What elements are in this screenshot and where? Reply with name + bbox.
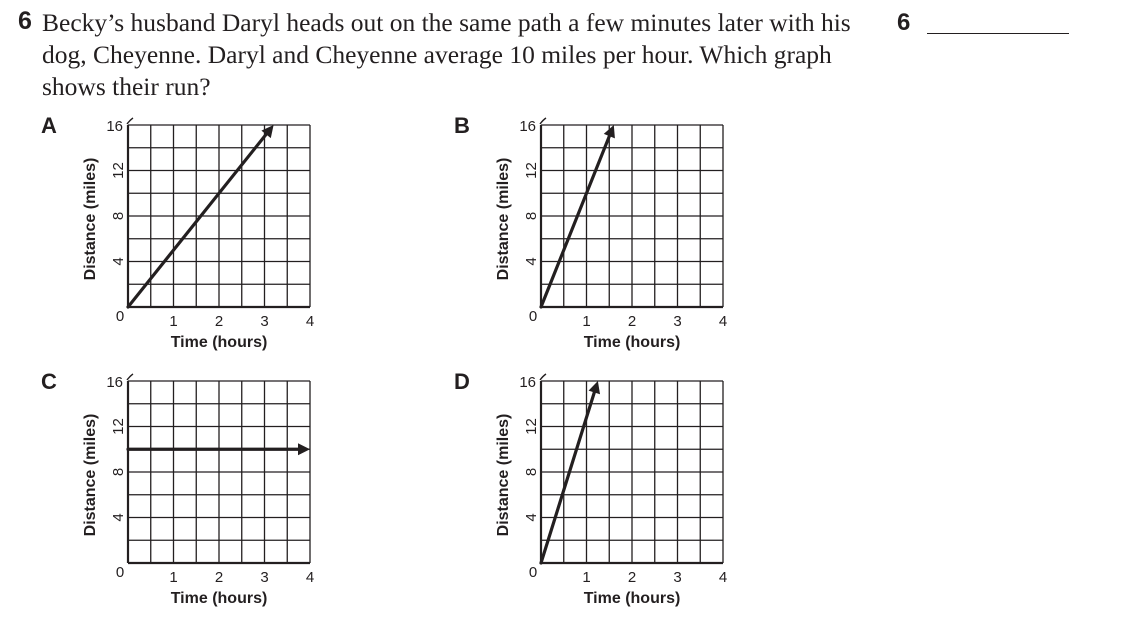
y-tick-label: 8 (523, 467, 540, 477)
x-tick-label: 3 (673, 313, 682, 330)
x-tick-label: 1 (582, 569, 591, 586)
y-tick-label: 16 (519, 374, 536, 391)
x-axis-label: Time (hours) (583, 334, 681, 351)
graph-b (454, 113, 727, 351)
y-tick-label: 16 (106, 374, 123, 391)
graph-c (41, 369, 314, 607)
y-tick-label: 8 (110, 467, 127, 477)
x-tick-label: 4 (305, 313, 315, 330)
series-line (128, 131, 269, 307)
x-axis-label: Time (hours) (170, 590, 268, 607)
x-tick-label: 4 (718, 569, 728, 586)
x-tick-label: 4 (305, 569, 315, 586)
x-tick-label: 3 (673, 569, 682, 586)
series-arrowhead (298, 443, 310, 455)
x-tick-label: 3 (260, 569, 269, 586)
series-line (541, 132, 611, 307)
y-axis-label: Distance (miles) (495, 413, 512, 537)
y-tick-label: 8 (523, 211, 540, 221)
y-axis-label: Distance (miles) (495, 157, 512, 281)
y-tick-label: 4 (523, 513, 540, 522)
y-axis-label: Distance (miles) (82, 413, 99, 537)
x-tick-label: 0 (528, 308, 538, 325)
answer-number: 6 (897, 9, 911, 36)
x-tick-label: 2 (627, 569, 637, 586)
x-tick-label: 0 (115, 564, 125, 581)
series-arrowhead (589, 381, 600, 394)
option-letter: D (454, 369, 470, 394)
y-axis-cap (127, 118, 133, 124)
x-tick-label: 0 (115, 308, 125, 325)
y-tick-label: 4 (110, 513, 127, 522)
question-number: 6 (18, 7, 32, 35)
question-text: Becky’s husband Daryl heads out on the same path a few minutes later with his dog, Cheyenne. Daryl and Cheyenne average 10 miles per hour. Which graph shows their run? (42, 8, 851, 101)
x-tick-label: 2 (214, 313, 224, 330)
x-tick-label: 0 (528, 564, 538, 581)
option-letter: C (41, 369, 57, 394)
x-tick-label: 4 (718, 313, 728, 330)
y-axis-cap (127, 374, 133, 380)
x-axis-label: Time (hours) (583, 590, 681, 607)
y-tick-label: 12 (110, 162, 127, 179)
x-tick-label: 2 (214, 569, 224, 586)
y-tick-label: 16 (106, 118, 123, 135)
option-letter: A (41, 113, 57, 138)
y-axis-cap (540, 118, 546, 124)
y-tick-label: 4 (523, 257, 540, 266)
y-tick-label: 12 (110, 418, 127, 435)
y-tick-label: 16 (519, 118, 536, 135)
graph-d (454, 369, 727, 607)
x-tick-label: 1 (582, 313, 591, 330)
x-tick-label: 1 (169, 569, 178, 586)
y-tick-label: 12 (523, 162, 540, 179)
y-tick-label: 8 (110, 211, 127, 221)
y-tick-label: 12 (523, 418, 540, 435)
series-line (541, 388, 596, 563)
x-axis-label: Time (hours) (170, 334, 268, 351)
x-tick-label: 2 (627, 313, 637, 330)
option-letter: B (454, 113, 470, 138)
y-axis-cap (540, 374, 546, 380)
graph-a (41, 113, 314, 351)
y-axis-label: Distance (miles) (82, 157, 99, 281)
x-tick-label: 1 (169, 313, 178, 330)
y-tick-label: 4 (110, 257, 127, 266)
x-tick-label: 3 (260, 313, 269, 330)
